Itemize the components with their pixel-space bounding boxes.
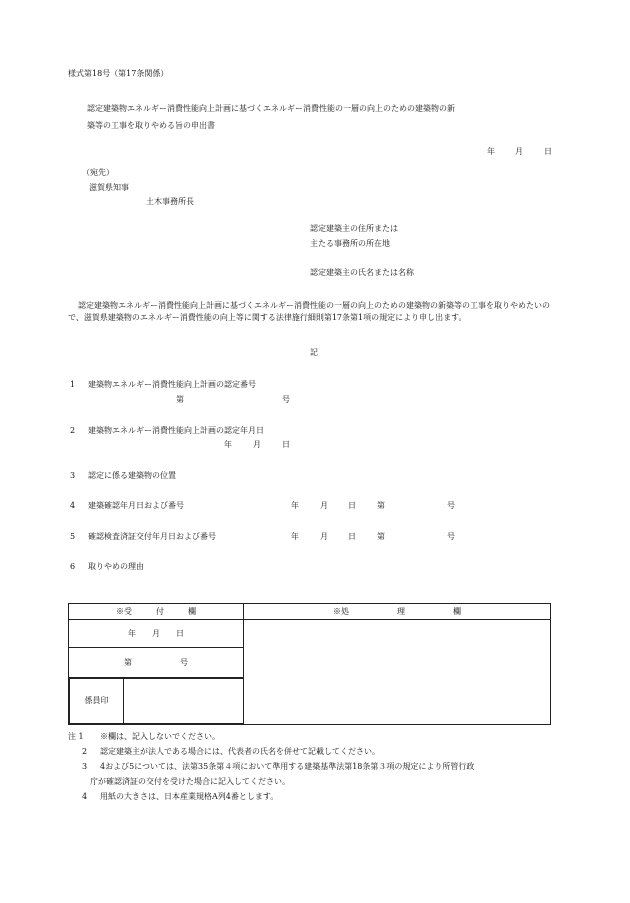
item-label: 建築物エネルギー消費性能向上計画の認定番号 [88,380,256,389]
reception-number-cell: 第 号 [69,648,244,678]
item-number: 4 [70,501,76,510]
item-number: 6 [70,562,76,571]
item-number: 3 [70,471,76,480]
item-label: 認定に係る建築物の位置 [88,471,176,480]
applicant-address-line1: 認定建築主の住所または [310,224,398,233]
processing-cell [244,620,551,725]
staff-seal-cell [69,678,244,725]
item-dai: 第 [377,532,385,541]
note-text: 用紙の大きさは、日本産業規格A列4番とします。 [100,792,279,801]
note-text: 認定建築主が法人である場合には、代表者の氏名を併せて記載してください。 [100,747,380,756]
item-number: 2 [70,426,76,435]
date-month: 月 [515,147,523,156]
ki-heading: 記 [310,348,318,357]
date-year: 年 [487,147,495,156]
item-label: 確認検査済証交付年月日および番号 [88,532,216,541]
office-use-table [68,603,551,725]
title-line-1: 認定建築物エネルギー消費性能向上計画に基づくエネルギー消費性能の一層の向上のための建築物の新 [87,104,455,113]
item-year: 年 [224,440,232,449]
addressee-governor: 滋賀県知事 [89,183,129,192]
note-text-continued: 庁が確認済証の交付を受けた場合に記入してください。 [90,777,290,786]
item-go: 号 [282,395,290,404]
item-label: 建築物エネルギー消費性能向上計画の認定年月日 [88,426,264,435]
staff-seal-box [124,679,244,724]
item-year: 年 [291,532,299,541]
staff-seal-label: 係員印 [70,679,124,724]
note-prefix: 注 1 [68,732,84,741]
item-label: 建築確認年月日および番号 [88,501,184,510]
reception-header: ※受 付 欄 [69,604,244,620]
applicant-name-label: 認定建築主の氏名または名称 [310,268,414,277]
item-dai: 第 [176,395,184,404]
item-year: 年 [291,501,299,510]
note-prefix: 2 [82,747,88,756]
item-day: 日 [348,501,356,510]
processing-header: ※処 理 欄 [244,604,551,620]
addressee-label: （宛先） [82,168,114,177]
item-month: 月 [320,532,328,541]
date-day: 日 [544,147,552,156]
body-text: 認定建築物エネルギー消費性能向上計画に基づくエネルギー消費性能の一層の向上のための建築物の新築等の工事を取りやめたいので、滋賀県建築物のエネルギー消費性能の向上等に関する法律施行細則第17条第1項の規定により申し出ます。 [68,301,550,322]
item-go: 号 [447,532,455,541]
note-prefix: 3 [82,762,88,771]
item-go: 号 [447,501,455,510]
item-number: 5 [70,532,76,541]
note-text: 4および5については、法第35条第４項において準用する建築基準法第18条第３項の規定により所管行政 [100,762,475,771]
title-line-2: 築等の工事を取りやめる旨の申出書 [87,121,215,130]
item-day: 日 [282,440,290,449]
item-label: 取りやめの理由 [88,562,144,571]
item-month: 月 [253,440,261,449]
reception-date-cell: 年 月 日 [69,620,244,648]
note-text: ※欄は、記入しないでください。 [100,732,220,741]
note-prefix: 4 [82,792,88,801]
item-number: 1 [70,380,76,389]
applicant-address-line2: 主たる事務所の所在地 [310,239,390,248]
item-dai: 第 [377,501,385,510]
item-month: 月 [320,501,328,510]
item-day: 日 [348,532,356,541]
form-number: 様式第18号（第17条関係） [68,69,169,78]
addressee-office: 土木事務所長 [146,197,194,206]
